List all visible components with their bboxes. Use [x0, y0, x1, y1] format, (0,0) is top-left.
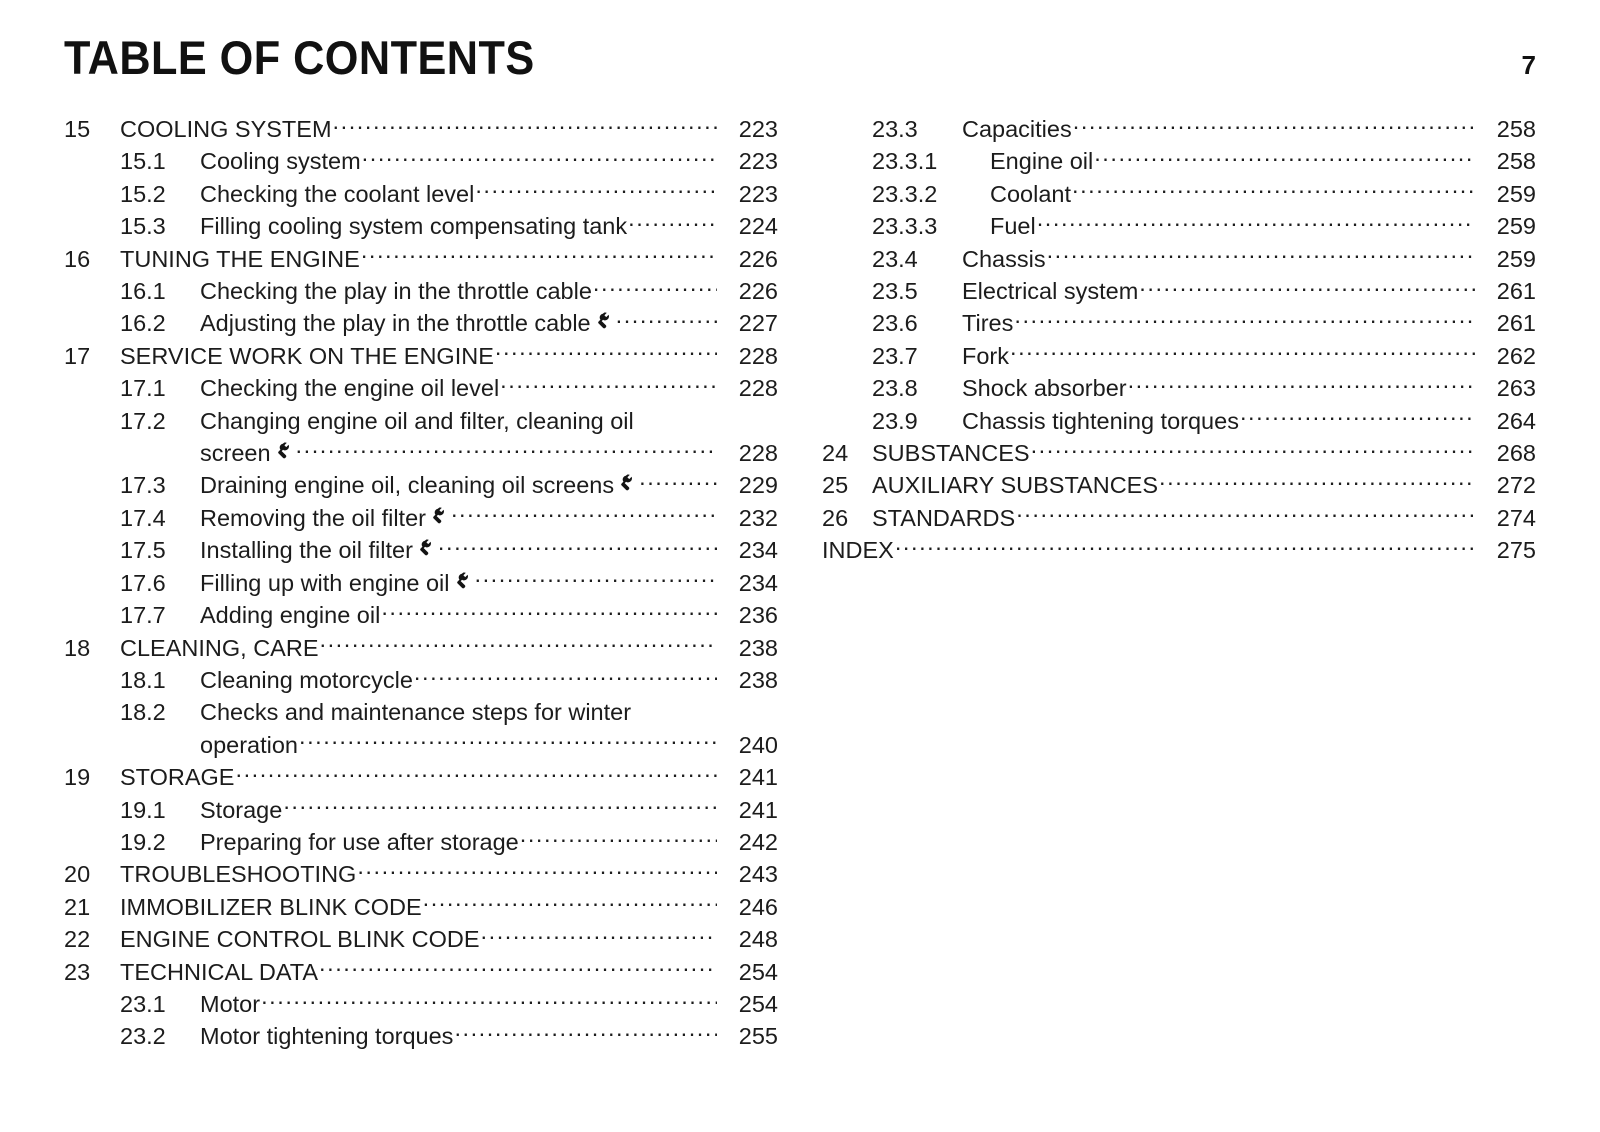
toc-entry[interactable]	[64, 1020, 778, 1052]
toc-entry-page: 241	[738, 764, 778, 791]
toc-entry-number: 23.2	[120, 1023, 166, 1050]
toc-entry-page: 263	[1496, 375, 1536, 402]
toc-entry-number: 15	[64, 116, 91, 142]
toc-entry[interactable]	[64, 372, 778, 404]
toc-entry-label: IMMOBILIZER BLINK CODE	[120, 893, 422, 920]
toc-entry-number: 17	[64, 342, 91, 369]
dot-leader	[333, 114, 717, 138]
toc-entry-label: Engine oil	[990, 148, 1094, 175]
toc-entry-number: 23.5	[872, 278, 918, 305]
toc-entry-label: Checks and maintenance steps for winter	[200, 699, 632, 726]
toc-entry-label: COOLING SYSTEM	[120, 116, 332, 142]
toc-entry-label: Filling up with engine oil	[200, 569, 450, 596]
toc-entry[interactable]	[64, 858, 778, 890]
dot-leader	[475, 567, 717, 591]
toc-entry-label: Capacities	[962, 116, 1072, 142]
toc-entry-page: 234	[738, 569, 778, 596]
toc-entry-number: 17.2	[120, 407, 166, 434]
toc-entry-page: 242	[738, 828, 778, 855]
toc-entry-label: Motor	[200, 990, 261, 1017]
dot-leader	[1139, 276, 1475, 300]
dot-leader	[481, 924, 717, 948]
toc-entry-number: 20	[64, 861, 91, 888]
dot-leader	[235, 762, 717, 786]
toc-entry[interactable]	[822, 469, 1536, 501]
toc-entry-page: 268	[1496, 440, 1536, 467]
toc-entry-label: Checking the coolant level	[200, 180, 475, 207]
toc-entry[interactable]	[64, 502, 778, 534]
toc-entry-label: AUXILIARY SUBSTANCES	[872, 472, 1159, 499]
toc-entry[interactable]	[822, 145, 1536, 177]
toc-entry-number: 17.6	[120, 569, 166, 596]
toc-entry[interactable]	[64, 794, 778, 826]
toc-entry-page: 254	[738, 958, 778, 985]
toc-entry[interactable]	[64, 145, 778, 177]
toc-entry-page: 232	[738, 504, 778, 531]
page-number: 7	[1521, 50, 1536, 80]
toc-entry-label: Installing the oil filter	[200, 537, 413, 564]
toc-entry-page: 261	[1496, 310, 1536, 337]
toc-entry[interactable]	[822, 372, 1536, 404]
toc-entry-label: Fork	[962, 342, 1009, 369]
toc-entry-page: 238	[738, 666, 778, 693]
toc-entry-number: 17.3	[120, 472, 166, 499]
dot-leader	[381, 600, 717, 624]
dot-leader	[639, 470, 717, 494]
toc-entry[interactable]	[64, 988, 778, 1020]
toc-entry-page: 274	[1496, 504, 1536, 531]
toc-entry[interactable]	[822, 243, 1536, 275]
toc-entry-label: ENGINE CONTROL BLINK CODE	[120, 926, 480, 953]
toc-entry-page: 254	[738, 990, 778, 1017]
toc-entry[interactable]	[64, 243, 778, 275]
page-header	[64, 31, 1536, 96]
toc-entry-page: 259	[1496, 213, 1536, 240]
wrench-icon	[455, 572, 474, 591]
dot-leader	[1016, 502, 1475, 526]
toc-entry-page: 223	[738, 148, 778, 175]
toc-entry-page: 258	[1496, 148, 1536, 175]
dot-leader	[475, 178, 717, 202]
dot-leader	[1047, 243, 1475, 267]
toc-entry-number: 23.7	[872, 342, 918, 369]
toc-entry-number: 23.1	[120, 990, 166, 1017]
toc-entry[interactable]	[822, 437, 1536, 469]
dot-leader	[616, 308, 717, 332]
toc-entry-page: 264	[1496, 407, 1536, 434]
dot-leader	[895, 535, 1475, 559]
toc-entry[interactable]	[64, 275, 778, 307]
toc-entry-label: Tires	[962, 310, 1014, 337]
dot-leader	[1072, 178, 1475, 202]
toc-entry-label: TROUBLESHOOTING	[120, 861, 357, 888]
toc-entry-number: 16.1	[120, 278, 166, 305]
toc-entry[interactable]	[64, 956, 778, 988]
toc-entry-number: 15.2	[120, 180, 166, 207]
toc-entry[interactable]	[64, 307, 778, 339]
toc-entry[interactable]	[822, 534, 1536, 566]
toc-entry[interactable]	[64, 664, 778, 696]
dot-leader	[495, 340, 717, 364]
toc-entry-page: 272	[1496, 472, 1536, 499]
dot-leader	[1094, 146, 1475, 170]
toc-entry-label: CLEANING, CARE	[120, 634, 319, 661]
toc-entry-label: TUNING THE ENGINE	[120, 245, 360, 272]
toc-entry[interactable]	[64, 210, 778, 242]
dot-leader	[500, 373, 717, 397]
toc-entry-number: 25	[822, 472, 849, 499]
dot-leader	[520, 826, 717, 850]
toc-entry[interactable]	[64, 632, 778, 664]
wrench-icon	[431, 507, 450, 526]
toc-entry-page: 248	[738, 926, 778, 953]
toc-entry-page: 261	[1496, 278, 1536, 305]
toc-entry-page: 241	[738, 796, 778, 823]
toc-entry-page: 259	[1496, 245, 1536, 272]
dot-leader	[438, 535, 717, 559]
toc-entry-number: 23.6	[872, 310, 918, 337]
toc-entry-label: Preparing for use after storage	[200, 828, 519, 855]
toc-entry-number: 18.2	[120, 699, 166, 726]
toc-entry-label: Checking the engine oil level	[200, 375, 500, 402]
toc-entry-number: 23.3.1	[872, 148, 938, 175]
toc-entry-label: Adding engine oil	[200, 602, 381, 629]
dot-leader	[593, 276, 717, 300]
dot-leader	[1014, 308, 1475, 332]
toc-columns	[64, 113, 1536, 1053]
toc-entry[interactable]	[822, 307, 1536, 339]
toc-entry-number: 19.2	[120, 828, 166, 855]
wrench-icon	[619, 474, 638, 493]
toc-entry-label: Changing engine oil and filter, cleaning oil	[200, 407, 634, 434]
toc-entry-page: 238	[738, 634, 778, 661]
toc-entry-number: 23.3.2	[872, 180, 938, 207]
toc-entry-number: 15.1	[120, 148, 166, 175]
toc-entry-number: 16.2	[120, 310, 166, 337]
toc-entry-page: 255	[738, 1023, 778, 1050]
dot-leader	[454, 1021, 717, 1045]
toc-entry-page: 275	[1496, 537, 1536, 564]
toc-entry-page: 224	[738, 213, 778, 240]
toc-entry-number: 24	[822, 440, 849, 467]
toc-entry-label: Chassis tightening torques	[962, 407, 1239, 434]
dot-leader	[362, 146, 717, 170]
wrench-icon	[418, 539, 437, 558]
toc-entry-number: 26	[822, 504, 849, 531]
toc-entry-number: 23.8	[872, 375, 918, 402]
dot-leader	[357, 859, 717, 883]
toc-entry-page: 226	[738, 278, 778, 305]
dot-leader	[296, 438, 717, 462]
toc-entry[interactable]	[822, 340, 1536, 372]
toc-entry-label: Coolant	[990, 180, 1071, 207]
toc-entry-label: STORAGE	[120, 764, 235, 791]
toc-entry-label: Cooling system	[200, 148, 361, 175]
toc-entry-number: 17.4	[120, 504, 166, 531]
toc-entry[interactable]	[64, 761, 778, 793]
toc-entry[interactable]	[822, 178, 1536, 210]
dot-leader	[1010, 340, 1475, 364]
toc-entry-number: 15.3	[120, 213, 166, 240]
toc-entry-label: Fuel	[990, 213, 1036, 240]
toc-entry[interactable]	[64, 923, 778, 955]
toc-column-right	[822, 113, 1536, 1053]
dot-leader	[1073, 114, 1475, 138]
toc-entry[interactable]	[64, 891, 778, 923]
toc-entry-number: 23.4	[872, 245, 918, 272]
dot-leader	[1240, 405, 1475, 429]
toc-entry[interactable]	[822, 405, 1536, 437]
toc-entry-number: 17.5	[120, 537, 166, 564]
toc-entry-label: Chassis	[962, 245, 1046, 272]
toc-entry-label: Removing the oil filter	[200, 504, 426, 531]
toc-entry-label-continued: operation	[200, 731, 298, 758]
toc-entry-label: Filling cooling system compensating tank	[200, 213, 628, 240]
toc-entry-label: SERVICE WORK ON THE ENGINE	[120, 342, 494, 369]
toc-entry-label: Adjusting the play in the throttle cable	[200, 310, 591, 337]
toc-entry-page: 246	[738, 893, 778, 920]
toc-entry[interactable]	[64, 826, 778, 858]
toc-entry-label: Motor tightening torques	[200, 1023, 454, 1050]
toc-entry-page: 258	[1496, 116, 1536, 142]
toc-entry-page: 262	[1496, 342, 1536, 369]
toc-entry-number: 19.1	[120, 796, 166, 823]
wrench-icon	[596, 312, 615, 331]
toc-entry-number: 19	[64, 764, 91, 791]
dot-leader	[414, 664, 717, 688]
toc-entry-label: STANDARDS	[872, 504, 1016, 531]
toc-entry-number: 17.7	[120, 602, 166, 629]
toc-entry-page: 243	[738, 861, 778, 888]
dot-leader	[1128, 373, 1475, 397]
toc-entry-label: TECHNICAL DATA	[120, 958, 319, 985]
dot-leader	[1031, 438, 1475, 462]
toc-entry-number: 21	[64, 893, 91, 920]
toc-entry[interactable]	[64, 469, 778, 501]
toc-entry[interactable]	[64, 340, 778, 372]
toc-entry-number: 23.3.3	[872, 213, 938, 240]
toc-column-left	[64, 113, 778, 1053]
toc-entry-label: Draining engine oil, cleaning oil screens	[200, 472, 615, 499]
toc-entry-number: 18	[64, 634, 91, 661]
toc-entry-number: 17.1	[120, 375, 166, 402]
dot-leader	[299, 729, 717, 753]
dot-leader	[423, 891, 717, 915]
toc-entry[interactable]	[822, 113, 1536, 145]
dot-leader	[361, 243, 717, 267]
toc-entry-page: 223	[738, 180, 778, 207]
toc-entry[interactable]	[64, 696, 778, 761]
toc-entry-page: 240	[738, 731, 778, 758]
toc-entry-number: 23	[64, 958, 91, 985]
toc-entry[interactable]	[64, 405, 778, 470]
toc-entry-page: 228	[738, 342, 778, 369]
dot-leader	[1037, 211, 1475, 235]
toc-entry[interactable]	[822, 275, 1536, 307]
toc-entry-page: 227	[738, 310, 778, 337]
toc-entry-number: 22	[64, 926, 91, 953]
dot-leader	[283, 794, 717, 818]
toc-entry-label: Electrical system	[962, 278, 1139, 305]
toc-entry[interactable]	[64, 534, 778, 566]
toc-entry-label: INDEX	[822, 537, 894, 564]
toc-entry-page: 228	[738, 440, 778, 467]
page-title: TABLE OF CONTENTS	[64, 31, 535, 84]
toc-entry[interactable]	[64, 178, 778, 210]
toc-entry-number: 23.3	[872, 116, 918, 142]
toc-entry-label: Storage	[200, 796, 283, 823]
toc-entry-page: 226	[738, 245, 778, 272]
toc-entry-label: SUBSTANCES	[872, 440, 1030, 467]
dot-leader	[628, 211, 717, 235]
toc-entry-page: 228	[738, 375, 778, 402]
toc-entry-number: 23.9	[872, 407, 918, 434]
toc-entry-label-continued: screen	[200, 440, 271, 467]
toc-entry-number: 18.1	[120, 666, 166, 693]
toc-entry[interactable]	[64, 567, 778, 599]
toc-entry-label: Shock absorber	[962, 375, 1127, 402]
toc-entry[interactable]	[64, 113, 778, 145]
toc-entry-label: Checking the play in the throttle cable	[200, 278, 592, 305]
dot-leader	[319, 956, 717, 980]
wrench-icon	[276, 442, 295, 461]
toc-entry-page: 259	[1496, 180, 1536, 207]
toc-entry[interactable]	[64, 599, 778, 631]
toc-entry-page: 236	[738, 602, 778, 629]
dot-leader	[1159, 470, 1475, 494]
dot-leader	[451, 502, 717, 526]
dot-leader	[320, 632, 718, 656]
dot-leader	[261, 988, 717, 1012]
toc-entry[interactable]	[822, 210, 1536, 242]
toc-entry-page: 223	[738, 116, 778, 142]
toc-entry-number: 16	[64, 245, 91, 272]
toc-entry-page: 229	[738, 472, 778, 499]
toc-entry-label: Cleaning motorcycle	[200, 666, 413, 693]
toc-entry-page: 234	[738, 537, 778, 564]
toc-entry[interactable]	[822, 502, 1536, 534]
